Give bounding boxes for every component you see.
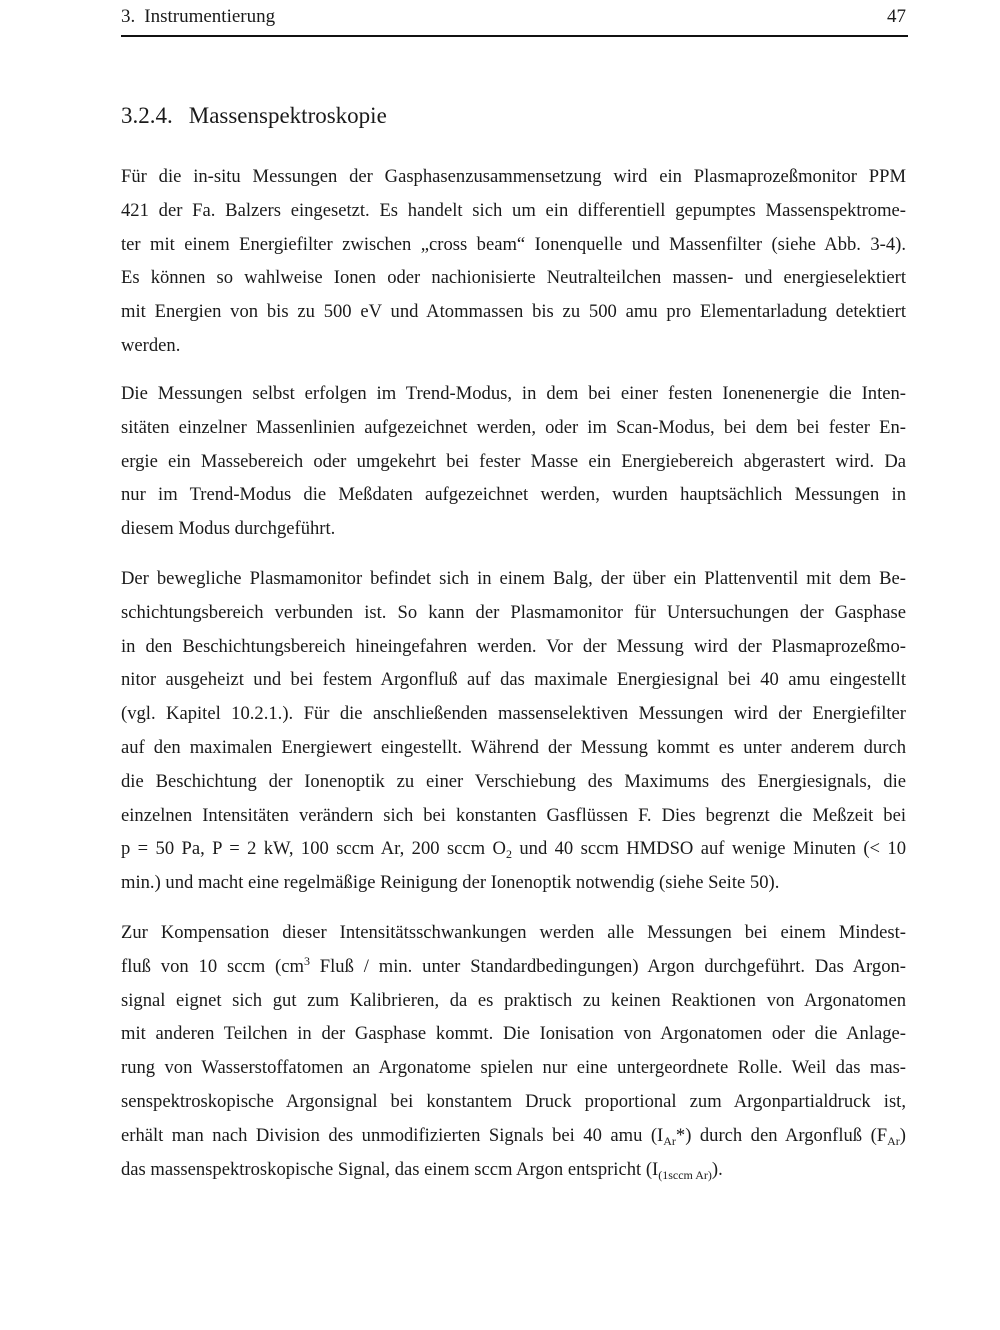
subscript: (1sccm Ar) <box>658 1167 712 1182</box>
text-run: *) durch den Argonfluß (F <box>675 1124 888 1146</box>
running-header <box>121 4 908 34</box>
text-line: in den Beschichtungsbereich hineingefahren werden. Vor der Messung wird der Plasmaprozeßmo- <box>121 635 906 657</box>
text-line: werden. <box>121 334 181 356</box>
text-run: das massenspektroskopische Signal, das einem sccm Argon entspricht (I <box>121 1158 659 1180</box>
chapter-number: 3. <box>121 6 136 27</box>
text-line-with-superscript <box>121 950 906 984</box>
text-line: signal eignet sich gut zum Kalibrieren, da es praktisch zu keinen Reaktionen von Argonatomen <box>121 989 906 1011</box>
text-line-with-subscripts <box>121 1119 906 1153</box>
text-line: Es können so wahlweise Ionen oder nachionisierte Neutralteilchen massen- und energieselektiert <box>121 267 906 289</box>
text-line: senspektroskopische Argonsignal bei konstantem Druck proportional zum Argonpartialdruck ist, <box>121 1090 906 1112</box>
text-line-with-subscript <box>121 832 906 866</box>
paragraph-2 <box>121 377 906 546</box>
chapter-title: Instrumentierung <box>144 6 276 27</box>
superscript: 3 <box>303 953 310 968</box>
text-line: auf den maximalen Energiewert eingestellt. Während der Messung kommt es unter anderem durch <box>121 736 906 758</box>
text-run: p = 50 Pa, P = 2 kW, 100 sccm Ar, 200 sccm O <box>121 838 506 860</box>
chapter-heading <box>121 6 275 28</box>
text-run: und 40 sccm HMDSO auf wenige Minuten (< 10 <box>511 838 906 860</box>
text-line: nitor ausgeheizt und bei festem Argonfluß auf das maximale Energiesignal bei 40 amu eingestellt <box>121 669 906 691</box>
text-run: fluß von 10 sccm (cm <box>121 955 304 977</box>
text-line: die Beschichtung der Ionenoptik zu einer Verschiebung des Maximums des Energiesignals, die <box>121 770 906 792</box>
text-line: Für die in-situ Messungen der Gasphasenzusammensetzung wird ein Plasmaprozeßmonitor PPM <box>121 166 906 187</box>
text-line: Zur Kompensation dieser Intensitätsschwankungen werden alle Messungen bei einem Mindest- <box>121 922 906 943</box>
text-line: min.) und macht eine regelmäßige Reinigung der Ionenoptik notwendig (siehe Seite 50). <box>121 872 780 894</box>
paragraph-4 <box>121 916 906 1186</box>
page-number: 47 <box>887 6 906 27</box>
paragraph-1 <box>121 160 906 363</box>
text-line: einzelnen Intensitäten verändern sich bei konstanten Gasflüssen F. Dies begrenzt die Meßzeit bei <box>121 804 906 826</box>
text-line: mit Energien von bis zu 500 eV und Atommassen bis zu 500 amu pro Elementarladung detektiert <box>121 301 906 323</box>
text-line: sitäten einzelner Massenlinien aufgezeichnet werden, oder im Scan-Modus, bei dem bei fester En- <box>121 416 906 438</box>
text-line: ter mit einem Energiefilter zwischen „cross beam“ Ionenquelle und Massenfilter (siehe Abb. 3-4). <box>121 233 906 255</box>
section-heading <box>121 103 387 129</box>
text-line: Der bewegliche Plasmamonitor befindet sich in einem Balg, der über ein Plattenventil mit dem Be- <box>121 568 906 589</box>
text-line: nur im Trend-Modus die Meßdaten aufgezeichnet werden, wurden hauptsächlich Messungen in <box>121 484 906 506</box>
subscript: Ar <box>887 1133 900 1148</box>
text-run: Fluß / min. unter Standardbedingungen) Argon durchgeführt. Das Argon- <box>309 955 906 977</box>
text-line-with-subscript <box>121 1153 906 1187</box>
section-number: 3.2.4. <box>121 103 173 128</box>
subscript: 2 <box>505 847 512 862</box>
text-line: mit anderen Teilchen in der Gasphase kommt. Die Ionisation von Argonatomen oder die Anlage- <box>121 1023 906 1045</box>
paragraph-3 <box>121 562 906 900</box>
text-run: erhält man nach Division des unmodifizierten Signals bei 40 amu (I <box>121 1124 664 1146</box>
text-line: Die Messungen selbst erfolgen im Trend-Modus, in dem bei einer festen Ionenenergie die Inten- <box>121 383 906 404</box>
text-run: ). <box>711 1158 723 1180</box>
text-line: schichtungsbereich verbunden ist. So kann der Plasmamonitor für Untersuchungen der Gasphase <box>121 601 906 623</box>
header-divider <box>121 35 908 37</box>
text-run: ) <box>899 1124 906 1146</box>
text-line: 421 der Fa. Balzers eingesetzt. Es handelt sich um ein differentiell gepumptes Massenspektrome- <box>121 199 906 221</box>
text-line: diesem Modus durchgeführt. <box>121 518 336 540</box>
text-line: ergie ein Massebereich oder umgekehrt bei fester Masse ein Energiebereich abgerastert wird. Da <box>121 450 906 472</box>
section-title: Massenspektroskopie <box>188 103 387 128</box>
text-line: (vgl. Kapitel 10.2.1.). Für die anschließenden massenselektiven Messungen wird der Energiefilter <box>121 703 906 725</box>
subscript: Ar <box>663 1133 676 1148</box>
text-line: rung von Wasserstoffatomen an Argonatome spielen nur eine untergeordnete Rolle. Weil das mas- <box>121 1057 906 1079</box>
